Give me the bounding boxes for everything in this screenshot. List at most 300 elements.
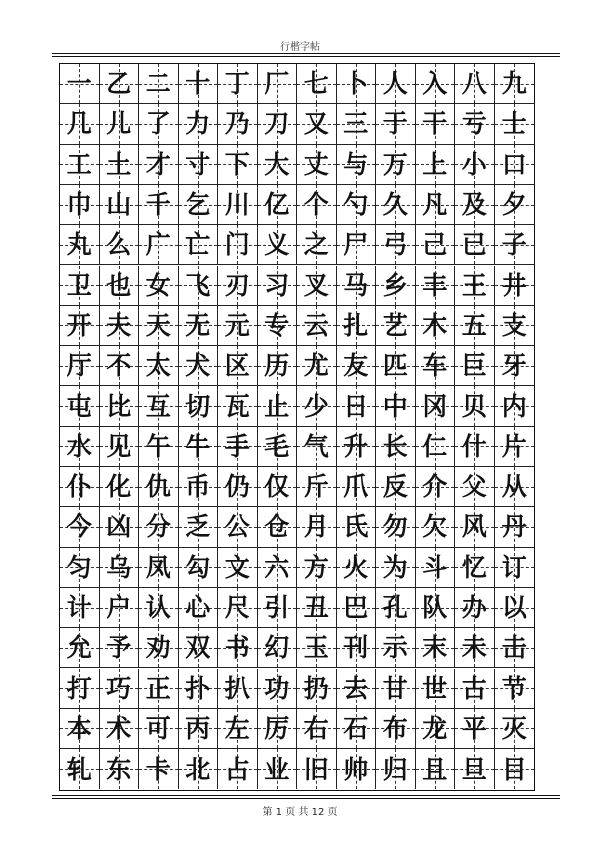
practice-character: 井 bbox=[501, 270, 527, 300]
practice-character: 干 bbox=[422, 109, 448, 139]
grid-cell bbox=[416, 548, 456, 588]
practice-character: 开 bbox=[66, 310, 92, 340]
practice-character: 订 bbox=[501, 552, 527, 582]
practice-character: 万 bbox=[382, 149, 408, 179]
practice-character: 么 bbox=[106, 230, 132, 260]
grid-cell bbox=[297, 386, 337, 426]
practice-character: 支 bbox=[501, 310, 527, 340]
practice-character: 少 bbox=[303, 391, 329, 421]
grid-cell bbox=[416, 467, 456, 507]
practice-character: 双 bbox=[185, 633, 211, 663]
grid-cell bbox=[100, 427, 140, 467]
grid-cell bbox=[258, 306, 298, 346]
grid-cell bbox=[455, 185, 495, 225]
practice-character: 七 bbox=[303, 69, 329, 99]
practice-character: 士 bbox=[501, 109, 527, 139]
practice-character: 长 bbox=[382, 431, 408, 461]
grid-cell bbox=[179, 185, 219, 225]
practice-character: 个 bbox=[303, 190, 329, 220]
grid-cell bbox=[416, 185, 456, 225]
grid-cell bbox=[139, 386, 179, 426]
grid-cell bbox=[376, 548, 416, 588]
practice-character: 厉 bbox=[264, 713, 290, 743]
grid-cell bbox=[376, 225, 416, 265]
practice-character: 本 bbox=[66, 713, 92, 743]
practice-character: 小 bbox=[461, 149, 487, 179]
grid-cell bbox=[60, 427, 100, 467]
practice-character: 巧 bbox=[106, 673, 132, 703]
practice-character: 飞 bbox=[185, 270, 211, 300]
grid-row bbox=[60, 386, 534, 426]
practice-character: 介 bbox=[422, 472, 448, 502]
grid-cell bbox=[139, 145, 179, 185]
practice-character: 扑 bbox=[185, 673, 211, 703]
grid-cell bbox=[218, 709, 258, 749]
practice-character: 切 bbox=[185, 391, 211, 421]
practice-character: 古 bbox=[461, 673, 487, 703]
grid-cell bbox=[60, 467, 100, 507]
practice-character: 艺 bbox=[382, 310, 408, 340]
grid-cell bbox=[100, 548, 140, 588]
practice-character: 刀 bbox=[264, 109, 290, 139]
grid-cell bbox=[337, 709, 377, 749]
grid-cell bbox=[218, 145, 258, 185]
practice-character: 玉 bbox=[303, 633, 329, 663]
practice-character: 亡 bbox=[185, 230, 211, 260]
practice-character: 三 bbox=[343, 109, 369, 139]
grid-cell bbox=[337, 185, 377, 225]
grid-cell bbox=[376, 588, 416, 628]
grid-cell bbox=[60, 507, 100, 547]
grid-cell bbox=[337, 346, 377, 386]
grid-cell bbox=[60, 548, 100, 588]
practice-character: 女 bbox=[145, 270, 171, 300]
practice-character: 孔 bbox=[382, 593, 408, 623]
practice-character: 六 bbox=[264, 552, 290, 582]
practice-character: 丰 bbox=[422, 270, 448, 300]
grid-cell bbox=[139, 64, 179, 104]
grid-cell bbox=[495, 669, 535, 709]
grid-cell bbox=[179, 749, 219, 789]
practice-character: 千 bbox=[145, 190, 171, 220]
practice-character: 斤 bbox=[303, 472, 329, 502]
grid-cell bbox=[376, 386, 416, 426]
practice-character: 川 bbox=[224, 190, 250, 220]
grid-cell bbox=[416, 266, 456, 306]
grid-cell bbox=[455, 104, 495, 144]
grid-cell bbox=[179, 306, 219, 346]
grid-cell bbox=[60, 266, 100, 306]
practice-character: 爪 bbox=[343, 472, 369, 502]
practice-character: 元 bbox=[224, 310, 250, 340]
practice-character: 了 bbox=[145, 109, 171, 139]
practice-character: 义 bbox=[264, 230, 290, 260]
grid-cell bbox=[337, 588, 377, 628]
grid-row bbox=[60, 64, 534, 104]
grid-cell bbox=[218, 467, 258, 507]
grid-cell bbox=[60, 104, 100, 144]
practice-character: 帅 bbox=[343, 754, 369, 784]
grid-cell bbox=[179, 145, 219, 185]
grid-cell bbox=[139, 507, 179, 547]
practice-character: 户 bbox=[106, 593, 132, 623]
grid-cell bbox=[297, 669, 337, 709]
grid-cell bbox=[376, 104, 416, 144]
grid-row bbox=[60, 145, 534, 185]
grid-cell bbox=[495, 548, 535, 588]
practice-character: 公 bbox=[224, 512, 250, 542]
practice-character: 友 bbox=[343, 351, 369, 381]
practice-character: 扎 bbox=[343, 310, 369, 340]
grid-cell bbox=[376, 64, 416, 104]
grid-row bbox=[60, 588, 534, 628]
grid-cell bbox=[139, 588, 179, 628]
grid-cell bbox=[495, 346, 535, 386]
grid-cell bbox=[218, 346, 258, 386]
practice-character: 山 bbox=[106, 190, 132, 220]
practice-character: 甘 bbox=[382, 673, 408, 703]
practice-character: 午 bbox=[145, 431, 171, 461]
practice-character: 欠 bbox=[422, 512, 448, 542]
grid-cell bbox=[495, 628, 535, 668]
practice-character: 寸 bbox=[185, 149, 211, 179]
practice-character: 反 bbox=[382, 472, 408, 502]
grid-cell bbox=[495, 467, 535, 507]
practice-character: 示 bbox=[382, 633, 408, 663]
practice-character: 计 bbox=[66, 593, 92, 623]
grid-cell bbox=[337, 749, 377, 789]
practice-character: 目 bbox=[501, 754, 527, 784]
grid-cell bbox=[218, 306, 258, 346]
grid-cell bbox=[416, 628, 456, 668]
grid-cell bbox=[258, 104, 298, 144]
grid-cell bbox=[455, 628, 495, 668]
practice-character: 木 bbox=[422, 310, 448, 340]
practice-character: 瓦 bbox=[224, 391, 250, 421]
grid-cell bbox=[218, 266, 258, 306]
grid-row bbox=[60, 225, 534, 265]
grid-cell bbox=[218, 507, 258, 547]
practice-character: 丹 bbox=[501, 512, 527, 542]
grid-cell bbox=[455, 588, 495, 628]
grid-cell bbox=[179, 346, 219, 386]
grid-cell bbox=[337, 427, 377, 467]
grid-cell bbox=[60, 145, 100, 185]
practice-character: 手 bbox=[224, 431, 250, 461]
grid-cell bbox=[179, 64, 219, 104]
grid-cell bbox=[297, 145, 337, 185]
practice-character: 书 bbox=[224, 633, 250, 663]
practice-character: 止 bbox=[264, 391, 290, 421]
grid-cell bbox=[455, 306, 495, 346]
grid-cell bbox=[416, 346, 456, 386]
practice-character: 见 bbox=[106, 431, 132, 461]
grid-cell bbox=[376, 467, 416, 507]
practice-character: 冈 bbox=[422, 391, 448, 421]
page-header-title: 行楷字帖 bbox=[280, 42, 320, 53]
practice-character: 勺 bbox=[343, 190, 369, 220]
practice-character: 水 bbox=[66, 431, 92, 461]
grid-cell bbox=[218, 628, 258, 668]
practice-character: 十 bbox=[185, 69, 211, 99]
practice-character: 击 bbox=[501, 633, 527, 663]
grid-cell bbox=[139, 467, 179, 507]
grid-cell bbox=[139, 749, 179, 789]
practice-character: 打 bbox=[66, 673, 92, 703]
practice-character: 世 bbox=[422, 673, 448, 703]
practice-character: 土 bbox=[106, 149, 132, 179]
practice-character: 左 bbox=[224, 713, 250, 743]
grid-cell bbox=[60, 709, 100, 749]
practice-character: 己 bbox=[422, 230, 448, 260]
practice-character: 人 bbox=[382, 69, 408, 99]
footer-rule-thin bbox=[52, 795, 560, 796]
practice-character: 从 bbox=[501, 472, 527, 502]
practice-character: 分 bbox=[145, 512, 171, 542]
practice-character: 日 bbox=[343, 391, 369, 421]
practice-character: 太 bbox=[145, 351, 171, 381]
grid-cell bbox=[297, 427, 337, 467]
grid-row bbox=[60, 346, 534, 386]
grid-cell bbox=[376, 266, 416, 306]
practice-character: 区 bbox=[224, 351, 250, 381]
grid-cell bbox=[258, 225, 298, 265]
practice-character: 又 bbox=[303, 109, 329, 139]
grid-cell bbox=[495, 386, 535, 426]
grid-cell bbox=[100, 266, 140, 306]
practice-character: 厅 bbox=[66, 351, 92, 381]
practice-character: 以 bbox=[501, 593, 527, 623]
footer-rule bbox=[52, 798, 560, 799]
practice-character: 业 bbox=[264, 754, 290, 784]
practice-character: 末 bbox=[422, 633, 448, 663]
practice-character: 专 bbox=[264, 310, 290, 340]
grid-cell bbox=[337, 467, 377, 507]
grid-cell bbox=[495, 588, 535, 628]
practice-character: 中 bbox=[382, 391, 408, 421]
grid-cell bbox=[455, 548, 495, 588]
practice-character: 去 bbox=[343, 673, 369, 703]
grid-cell bbox=[258, 628, 298, 668]
practice-character: 王 bbox=[461, 270, 487, 300]
practice-character: 丁 bbox=[224, 69, 250, 99]
grid-cell bbox=[139, 669, 179, 709]
grid-cell bbox=[100, 185, 140, 225]
practice-character: 已 bbox=[461, 230, 487, 260]
grid-cell bbox=[416, 507, 456, 547]
grid-cell bbox=[60, 306, 100, 346]
grid-cell bbox=[100, 306, 140, 346]
grid-cell bbox=[416, 145, 456, 185]
grid-row bbox=[60, 104, 534, 144]
practice-character: 心 bbox=[185, 593, 211, 623]
practice-character: 巨 bbox=[461, 351, 487, 381]
grid-cell bbox=[218, 64, 258, 104]
grid-row bbox=[60, 709, 534, 749]
grid-cell bbox=[218, 225, 258, 265]
grid-cell bbox=[495, 64, 535, 104]
practice-character: 牙 bbox=[501, 351, 527, 381]
practice-character: 尤 bbox=[303, 351, 329, 381]
grid-cell bbox=[337, 225, 377, 265]
practice-character: 尺 bbox=[224, 593, 250, 623]
grid-cell bbox=[139, 346, 179, 386]
practice-character: 石 bbox=[343, 713, 369, 743]
practice-character: 凡 bbox=[422, 190, 448, 220]
grid-cell bbox=[258, 266, 298, 306]
practice-character: 幻 bbox=[264, 633, 290, 663]
grid-cell bbox=[258, 669, 298, 709]
grid-row bbox=[60, 628, 534, 668]
calligraphy-practice-grid bbox=[59, 63, 535, 791]
grid-cell bbox=[297, 467, 337, 507]
practice-character: 凶 bbox=[106, 512, 132, 542]
practice-character: 入 bbox=[422, 69, 448, 99]
grid-cell bbox=[179, 669, 219, 709]
grid-cell bbox=[337, 386, 377, 426]
grid-cell bbox=[297, 507, 337, 547]
practice-character: 五 bbox=[461, 310, 487, 340]
practice-character: 仁 bbox=[422, 431, 448, 461]
practice-character: 二 bbox=[145, 69, 171, 99]
practice-character: 贝 bbox=[461, 391, 487, 421]
practice-character: 厂 bbox=[264, 69, 290, 99]
grid-cell bbox=[495, 266, 535, 306]
practice-character: 币 bbox=[185, 472, 211, 502]
practice-character: 什 bbox=[461, 431, 487, 461]
grid-cell bbox=[218, 548, 258, 588]
practice-character: 几 bbox=[66, 109, 92, 139]
practice-character: 扔 bbox=[303, 673, 329, 703]
practice-character: 丑 bbox=[303, 593, 329, 623]
practice-character: 刊 bbox=[343, 633, 369, 663]
grid-cell bbox=[297, 588, 337, 628]
grid-row bbox=[60, 185, 534, 225]
practice-character: 夕 bbox=[501, 190, 527, 220]
grid-row bbox=[60, 427, 534, 467]
header-rule-thin bbox=[52, 56, 560, 57]
grid-row bbox=[60, 749, 534, 789]
practice-character: 风 bbox=[461, 512, 487, 542]
grid-cell bbox=[258, 749, 298, 789]
grid-cell bbox=[297, 548, 337, 588]
practice-character: 劝 bbox=[145, 633, 171, 663]
practice-character: 正 bbox=[145, 673, 171, 703]
grid-cell bbox=[297, 306, 337, 346]
grid-row bbox=[60, 467, 534, 507]
grid-cell bbox=[495, 104, 535, 144]
grid-cell bbox=[376, 669, 416, 709]
grid-cell bbox=[416, 669, 456, 709]
practice-character: 大 bbox=[264, 149, 290, 179]
practice-character: 乡 bbox=[382, 270, 408, 300]
grid-cell bbox=[258, 346, 298, 386]
practice-character: 功 bbox=[264, 673, 290, 703]
grid-cell bbox=[179, 507, 219, 547]
grid-cell bbox=[179, 709, 219, 749]
grid-cell bbox=[337, 548, 377, 588]
grid-cell bbox=[139, 266, 179, 306]
practice-character: 一 bbox=[66, 69, 92, 99]
header-rule bbox=[52, 53, 560, 54]
practice-character: 子 bbox=[501, 230, 527, 260]
grid-cell bbox=[258, 709, 298, 749]
grid-cell bbox=[139, 628, 179, 668]
practice-character: 下 bbox=[224, 149, 250, 179]
grid-cell bbox=[100, 64, 140, 104]
practice-character: 云 bbox=[303, 310, 329, 340]
grid-cell bbox=[297, 709, 337, 749]
practice-character: 牛 bbox=[185, 431, 211, 461]
grid-cell bbox=[218, 588, 258, 628]
grid-cell bbox=[495, 749, 535, 789]
grid-cell bbox=[60, 64, 100, 104]
practice-character: 互 bbox=[145, 391, 171, 421]
grid-cell bbox=[60, 669, 100, 709]
practice-character: 屯 bbox=[66, 391, 92, 421]
practice-character: 夫 bbox=[106, 310, 132, 340]
grid-cell bbox=[179, 266, 219, 306]
practice-character: 乞 bbox=[185, 190, 211, 220]
grid-cell bbox=[495, 306, 535, 346]
practice-character: 乙 bbox=[106, 69, 132, 99]
grid-cell bbox=[258, 467, 298, 507]
practice-character: 历 bbox=[264, 351, 290, 381]
grid-cell bbox=[297, 628, 337, 668]
practice-character: 与 bbox=[343, 149, 369, 179]
practice-character: 习 bbox=[264, 270, 290, 300]
practice-character: 于 bbox=[382, 109, 408, 139]
grid-cell bbox=[179, 427, 219, 467]
grid-cell bbox=[218, 104, 258, 144]
grid-cell bbox=[376, 709, 416, 749]
grid-cell bbox=[258, 386, 298, 426]
practice-character: 刃 bbox=[224, 270, 250, 300]
grid-cell bbox=[179, 104, 219, 144]
grid-cell bbox=[100, 709, 140, 749]
grid-cell bbox=[455, 225, 495, 265]
practice-character: 仇 bbox=[145, 472, 171, 502]
practice-character: 不 bbox=[106, 351, 132, 381]
practice-character: 丙 bbox=[185, 713, 211, 743]
grid-cell bbox=[100, 628, 140, 668]
practice-character: 平 bbox=[461, 713, 487, 743]
practice-character: 今 bbox=[66, 512, 92, 542]
practice-character: 可 bbox=[145, 713, 171, 743]
practice-character: 东 bbox=[106, 754, 132, 784]
grid-cell bbox=[455, 467, 495, 507]
practice-character: 乏 bbox=[185, 512, 211, 542]
grid-cell bbox=[297, 185, 337, 225]
practice-character: 工 bbox=[66, 149, 92, 179]
practice-character: 且 bbox=[422, 754, 448, 784]
grid-cell bbox=[139, 306, 179, 346]
practice-character: 口 bbox=[501, 149, 527, 179]
practice-character: 卫 bbox=[66, 270, 92, 300]
grid-cell bbox=[218, 749, 258, 789]
practice-character: 巴 bbox=[343, 593, 369, 623]
practice-character: 九 bbox=[501, 69, 527, 99]
grid-cell bbox=[297, 64, 337, 104]
practice-character: 叉 bbox=[303, 270, 329, 300]
grid-cell bbox=[337, 104, 377, 144]
practice-character: 办 bbox=[461, 593, 487, 623]
grid-cell bbox=[455, 346, 495, 386]
practice-character: 仅 bbox=[264, 472, 290, 502]
grid-cell bbox=[60, 225, 100, 265]
practice-character: 仍 bbox=[224, 472, 250, 502]
grid-cell bbox=[416, 709, 456, 749]
